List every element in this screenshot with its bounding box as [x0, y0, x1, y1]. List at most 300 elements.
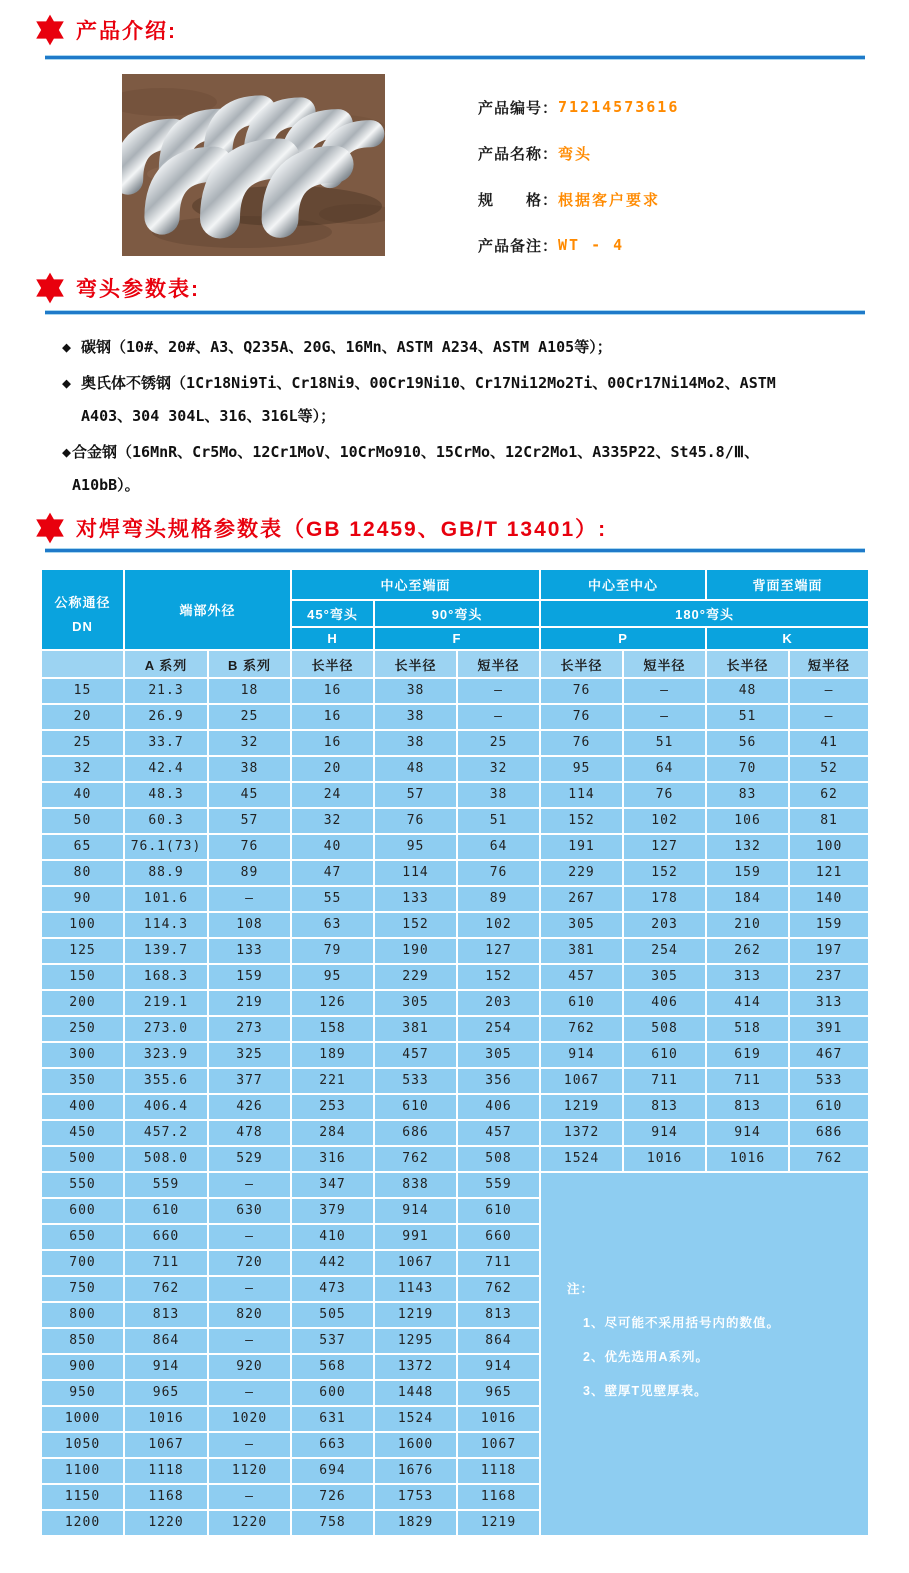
spec-cell: 529: [209, 1147, 292, 1173]
spec-cell: 838: [375, 1173, 458, 1199]
spec-cell: 1067: [458, 1433, 541, 1459]
spec-cell: 305: [375, 991, 458, 1017]
spec-cell: 70: [707, 757, 790, 783]
star-icon: [33, 272, 67, 304]
spec-cell: 406: [624, 991, 707, 1017]
spec-cell: 16: [292, 731, 375, 757]
spec-cell: 38: [375, 731, 458, 757]
spec-cell: 1067: [541, 1069, 624, 1095]
spec-cell: 473: [292, 1277, 375, 1303]
spec-cell-dn: 300: [42, 1043, 125, 1069]
spec-cell: 47: [292, 861, 375, 887]
col-header-back-to-face: 背面至端面: [707, 570, 870, 601]
material-item-alloy-steel: [62, 436, 862, 502]
spec-cell: 20: [292, 757, 375, 783]
spec-cell: 813: [458, 1303, 541, 1329]
spec-cell: 76: [209, 835, 292, 861]
spec-cell: 45: [209, 783, 292, 809]
product-photo: [122, 74, 385, 256]
spec-cell: 21.3: [125, 679, 209, 705]
spec-row: [42, 965, 870, 991]
spec-row: [42, 705, 870, 731]
spec-row: [42, 861, 870, 887]
spec-cell: 76: [624, 783, 707, 809]
spec-cell: 813: [707, 1095, 790, 1121]
spec-cell: 52: [790, 757, 870, 783]
spec-cell: 254: [624, 939, 707, 965]
subheader-series-b: B 系列: [209, 651, 292, 679]
spec-cell: 152: [375, 913, 458, 939]
spec-cell: 457: [458, 1121, 541, 1147]
spec-cell: 121: [790, 861, 870, 887]
spec-cell-dn: 20: [42, 705, 125, 731]
spec-cell: 663: [292, 1433, 375, 1459]
spec-cell-dn: 80: [42, 861, 125, 887]
spec-cell: 51: [458, 809, 541, 835]
spec-cell: 40: [292, 835, 375, 861]
spec-cell: 253: [292, 1095, 375, 1121]
spec-cell: —: [790, 705, 870, 731]
spec-row: [42, 809, 870, 835]
spec-row: [42, 913, 870, 939]
spec-cell: 813: [125, 1303, 209, 1329]
subheader-short-radius: 短半径: [790, 651, 870, 679]
page-title-intro: 产品介绍:: [76, 20, 177, 43]
spec-cell: 406.4: [125, 1095, 209, 1121]
spec-cell: 1600: [375, 1433, 458, 1459]
spec-cell: 914: [541, 1043, 624, 1069]
spec-cell: 711: [458, 1251, 541, 1277]
spec-cell: 610: [790, 1095, 870, 1121]
spec-cell: 127: [624, 835, 707, 861]
spec-cell: 267: [541, 887, 624, 913]
subheader-long-radius: 长半径: [707, 651, 790, 679]
spec-cell: 559: [125, 1173, 209, 1199]
field-label: 产品名称：: [478, 145, 559, 163]
spec-row: [42, 991, 870, 1017]
spec-row: [42, 679, 870, 705]
spec-cell: 313: [790, 991, 870, 1017]
spec-cell: 237: [790, 965, 870, 991]
spec-cell: 32: [458, 757, 541, 783]
spec-cell: —: [624, 705, 707, 731]
spec-cell: 25: [209, 705, 292, 731]
col-header-H: H: [292, 628, 375, 651]
spec-cell: 426: [209, 1095, 292, 1121]
col-header-center-to-face: 中心至端面: [292, 570, 541, 601]
spec-cell: 518: [707, 1017, 790, 1043]
spec-cell: 1118: [125, 1459, 209, 1485]
spec-cell: 660: [458, 1225, 541, 1251]
spec-cell: 991: [375, 1225, 458, 1251]
field-product-code: [478, 84, 679, 130]
material-list: [62, 331, 862, 505]
spec-cell: 63: [292, 913, 375, 939]
spec-cell: 864: [125, 1329, 209, 1355]
spec-cell: 1220: [209, 1511, 292, 1537]
spec-cell: 478: [209, 1121, 292, 1147]
spec-cell: 1372: [375, 1355, 458, 1381]
col-header-F: F: [375, 628, 541, 651]
spec-cell: 159: [790, 913, 870, 939]
spec-cell: —: [209, 1277, 292, 1303]
spec-cell: 189: [292, 1043, 375, 1069]
subheader-short-radius: 短半径: [458, 651, 541, 679]
col-header-K: K: [707, 628, 870, 651]
spec-cell-dn: 150: [42, 965, 125, 991]
spec-row: [42, 1069, 870, 1095]
spec-cell-dn: 450: [42, 1121, 125, 1147]
col-header-end-od: 端部外径: [125, 570, 292, 651]
spec-cell: 720: [209, 1251, 292, 1277]
page-title-params: 弯头参数表:: [76, 278, 200, 301]
spec-row: [42, 1043, 870, 1069]
spec-cell: 323.9: [125, 1043, 209, 1069]
spec-cell: 442: [292, 1251, 375, 1277]
section-divider: [45, 55, 865, 60]
spec-cell: 820: [209, 1303, 292, 1329]
spec-cell: 190: [375, 939, 458, 965]
spec-cell-dn: 1000: [42, 1407, 125, 1433]
spec-cell: 1016: [624, 1147, 707, 1173]
spec-cell: 457: [541, 965, 624, 991]
spec-cell-dn: 125: [42, 939, 125, 965]
spec-cell: 76: [541, 705, 624, 731]
spec-cell: 686: [790, 1121, 870, 1147]
spec-cell-dn: 25: [42, 731, 125, 757]
spec-cell: 51: [624, 731, 707, 757]
subheader-long-radius: 长半径: [292, 651, 375, 679]
field-value: 根据客户要求: [558, 190, 661, 209]
diamond-bullet-icon: ◆: [62, 338, 72, 356]
spec-cell: 62: [790, 783, 870, 809]
spec-cell: 26.9: [125, 705, 209, 731]
spec-cell: 610: [458, 1199, 541, 1225]
spec-cell: 965: [458, 1381, 541, 1407]
spec-cell: 1020: [209, 1407, 292, 1433]
spec-cell: 1016: [707, 1147, 790, 1173]
spec-cell: 38: [375, 705, 458, 731]
spec-cell: 51: [707, 705, 790, 731]
spec-table: [42, 570, 870, 1537]
spec-cell: 133: [375, 887, 458, 913]
spec-cell: 414: [707, 991, 790, 1017]
spec-cell: 457.2: [125, 1121, 209, 1147]
spec-cell: 178: [624, 887, 707, 913]
spec-cell: —: [624, 679, 707, 705]
spec-cell: —: [209, 1381, 292, 1407]
spec-cell: 965: [125, 1381, 209, 1407]
spec-cell: —: [790, 679, 870, 705]
spec-cell: 568: [292, 1355, 375, 1381]
page-title-spec-table: 对焊弯头规格参数表（GB 12459、GB/T 13401）:: [76, 518, 608, 541]
spec-cell-dn: 850: [42, 1329, 125, 1355]
spec-cell: 711: [125, 1251, 209, 1277]
spec-cell: 711: [624, 1069, 707, 1095]
star-icon: [33, 14, 67, 46]
spec-cell: 203: [624, 913, 707, 939]
notes-title: 注：: [567, 1282, 595, 1296]
spec-cell-dn: 32: [42, 757, 125, 783]
spec-cell: 610: [375, 1095, 458, 1121]
spec-cell: 32: [209, 731, 292, 757]
material-item-stainless-steel: [62, 367, 862, 433]
spec-cell: 813: [624, 1095, 707, 1121]
section-header-spec-table: [33, 512, 607, 544]
spec-cell: 381: [541, 939, 624, 965]
spec-cell-dn: 650: [42, 1225, 125, 1251]
subheader-short-radius: 短半径: [624, 651, 707, 679]
spec-cell-dn: 40: [42, 783, 125, 809]
spec-cell: 313: [707, 965, 790, 991]
spec-table-body: [42, 679, 870, 1537]
col-header-dn-line2: DN: [72, 618, 93, 634]
spec-cell-dn: 1100: [42, 1459, 125, 1485]
spec-cell: 32: [292, 809, 375, 835]
spec-cell: 686: [375, 1121, 458, 1147]
spec-cell: 1067: [125, 1433, 209, 1459]
spec-cell: 76: [458, 861, 541, 887]
spec-row: [42, 887, 870, 913]
spec-cell: 38: [375, 679, 458, 705]
spec-cell: —: [209, 1173, 292, 1199]
diamond-bullet-icon: ◆: [62, 443, 72, 461]
spec-cell: 1168: [125, 1485, 209, 1511]
spec-cell-dn: 65: [42, 835, 125, 861]
col-header-90: 90°弯头: [375, 601, 541, 628]
spec-cell-dn: 600: [42, 1199, 125, 1225]
spec-cell: 406: [458, 1095, 541, 1121]
spec-cell: 1168: [458, 1485, 541, 1511]
spec-cell: 914: [707, 1121, 790, 1147]
spec-cell: 76.1(73): [125, 835, 209, 861]
spec-cell: 48: [375, 757, 458, 783]
spec-cell: 1295: [375, 1329, 458, 1355]
spec-cell: 610: [125, 1199, 209, 1225]
spec-cell: 18: [209, 679, 292, 705]
spec-cell: 284: [292, 1121, 375, 1147]
spec-row: [42, 835, 870, 861]
spec-cell: 1829: [375, 1511, 458, 1537]
spec-cell-dn: 15: [42, 679, 125, 705]
spec-cell: 1118: [458, 1459, 541, 1485]
material-text: 合金钢（16MnR、Cr5Mo、12Cr1MoV、10CrMo910、15CrMo、12Cr2Mo1、A335P22、St45.8/Ⅲ、A10bB）。: [72, 443, 760, 494]
subheader-long-radius: 长半径: [541, 651, 624, 679]
spec-cell: 377: [209, 1069, 292, 1095]
spec-row: [42, 731, 870, 757]
spec-cell: 127: [458, 939, 541, 965]
spec-row: [42, 1173, 870, 1199]
spec-cell-dn: 90: [42, 887, 125, 913]
spec-cell: 114.3: [125, 913, 209, 939]
spec-cell-dn: 500: [42, 1147, 125, 1173]
field-label: 产品备注：: [478, 237, 559, 255]
spec-cell-dn: 250: [42, 1017, 125, 1043]
spec-cell: 600: [292, 1381, 375, 1407]
section-divider: [45, 548, 865, 553]
spec-cell: 132: [707, 835, 790, 861]
field-value: 71214573616: [558, 98, 680, 116]
spec-cell: 305: [458, 1043, 541, 1069]
spec-cell: 159: [209, 965, 292, 991]
spec-cell: 56: [707, 731, 790, 757]
spec-cell: 1448: [375, 1381, 458, 1407]
spec-cell-dn: 700: [42, 1251, 125, 1277]
spec-cell: 100: [790, 835, 870, 861]
spec-cell: 133: [209, 939, 292, 965]
spec-cell-dn: 1050: [42, 1433, 125, 1459]
field-value: WT - 4: [558, 236, 625, 254]
spec-cell: 48: [707, 679, 790, 705]
spec-cell: —: [458, 679, 541, 705]
star-icon: [33, 512, 67, 544]
note-item: 1、尽可能不采用括号内的数值。: [583, 1316, 780, 1330]
spec-cell: 140: [790, 887, 870, 913]
spec-cell-dn: 400: [42, 1095, 125, 1121]
field-remark: [478, 222, 679, 268]
spec-cell: 457: [375, 1043, 458, 1069]
spec-cell: 64: [624, 757, 707, 783]
spec-cell-dn: 900: [42, 1355, 125, 1381]
spec-cell: 316: [292, 1147, 375, 1173]
col-header-dn: [42, 570, 125, 651]
spec-cell: 102: [624, 809, 707, 835]
col-header-dn-line1: 公称通径: [54, 594, 111, 610]
spec-cell: —: [458, 705, 541, 731]
spec-cell: 1676: [375, 1459, 458, 1485]
spec-cell-dn: 50: [42, 809, 125, 835]
spec-cell-dn: 950: [42, 1381, 125, 1407]
spec-cell: 762: [375, 1147, 458, 1173]
col-header-180: 180°弯头: [541, 601, 870, 628]
spec-cell: 38: [209, 757, 292, 783]
spec-cell: —: [209, 1225, 292, 1251]
spec-cell: 95: [292, 965, 375, 991]
spec-cell: 210: [707, 913, 790, 939]
spec-cell: 76: [541, 731, 624, 757]
spec-cell: 219.1: [125, 991, 209, 1017]
spec-cell: 711: [707, 1069, 790, 1095]
spec-cell: 914: [458, 1355, 541, 1381]
material-item-carbon-steel: [62, 331, 862, 364]
spec-cell: 391: [790, 1017, 870, 1043]
spec-cell: 108: [209, 913, 292, 939]
spec-cell: 79: [292, 939, 375, 965]
material-text: 碳钢（10#、20#、A3、Q235A、20G、16Mn、ASTM A234、ASTM A105等）；: [81, 338, 612, 356]
spec-cell-dn: 750: [42, 1277, 125, 1303]
spec-cell: 1067: [375, 1251, 458, 1277]
spec-cell: 533: [790, 1069, 870, 1095]
spec-cell: 758: [292, 1511, 375, 1537]
spec-cell: 41: [790, 731, 870, 757]
spec-cell: 114: [541, 783, 624, 809]
section-divider: [45, 310, 865, 315]
table-notes: [541, 1173, 870, 1537]
spec-cell: 467: [790, 1043, 870, 1069]
product-fields: [478, 84, 679, 268]
spec-cell: 1372: [541, 1121, 624, 1147]
spec-cell: 505: [292, 1303, 375, 1329]
spec-cell: 537: [292, 1329, 375, 1355]
spec-cell: —: [209, 887, 292, 913]
spec-cell: 347: [292, 1173, 375, 1199]
col-header-center-to-center: 中心至中心: [541, 570, 707, 601]
spec-cell: 16: [292, 679, 375, 705]
subheader-blank: [42, 651, 125, 679]
spec-cell: 1220: [125, 1511, 209, 1537]
spec-cell: 619: [707, 1043, 790, 1069]
spec-cell: 914: [624, 1121, 707, 1147]
spec-row: [42, 1121, 870, 1147]
spec-cell: 219: [209, 991, 292, 1017]
spec-cell-dn: 550: [42, 1173, 125, 1199]
spec-cell: 95: [541, 757, 624, 783]
spec-cell: 38: [458, 783, 541, 809]
spec-cell: 559: [458, 1173, 541, 1199]
spec-cell: 95: [375, 835, 458, 861]
spec-cell: 508: [624, 1017, 707, 1043]
spec-cell: 25: [458, 731, 541, 757]
spec-cell: 273: [209, 1017, 292, 1043]
spec-row: [42, 939, 870, 965]
spec-cell: 379: [292, 1199, 375, 1225]
spec-cell: 1016: [458, 1407, 541, 1433]
spec-cell: 914: [375, 1199, 458, 1225]
field-value: 弯头: [558, 144, 593, 163]
subheader-series-a: A 系列: [125, 651, 209, 679]
spec-cell: 60.3: [125, 809, 209, 835]
note-item: 3、壁厚T见壁厚表。: [583, 1384, 708, 1398]
spec-cell: 64: [458, 835, 541, 861]
spec-cell: 305: [541, 913, 624, 939]
spec-cell: 24: [292, 783, 375, 809]
spec-cell: 631: [292, 1407, 375, 1433]
spec-cell: 106: [707, 809, 790, 835]
spec-cell: 630: [209, 1199, 292, 1225]
spec-cell-dn: 1150: [42, 1485, 125, 1511]
spec-cell: 508.0: [125, 1147, 209, 1173]
spec-cell: 533: [375, 1069, 458, 1095]
field-label: 规 格：: [478, 191, 559, 209]
spec-cell: 76: [541, 679, 624, 705]
field-label: 产品编号：: [478, 99, 559, 117]
spec-cell: 694: [292, 1459, 375, 1485]
spec-cell-dn: 350: [42, 1069, 125, 1095]
spec-cell: 864: [458, 1329, 541, 1355]
spec-cell: 102: [458, 913, 541, 939]
spec-cell: 410: [292, 1225, 375, 1251]
spec-cell: 191: [541, 835, 624, 861]
spec-cell: 355.6: [125, 1069, 209, 1095]
spec-cell: 114: [375, 861, 458, 887]
col-header-P: P: [541, 628, 707, 651]
spec-cell: 273.0: [125, 1017, 209, 1043]
spec-cell: 57: [375, 783, 458, 809]
subheader-long-radius: 长半径: [375, 651, 458, 679]
field-spec: [478, 176, 679, 222]
spec-cell: 159: [707, 861, 790, 887]
spec-cell: 126: [292, 991, 375, 1017]
spec-cell: 83: [707, 783, 790, 809]
spec-cell: 152: [458, 965, 541, 991]
spec-cell: 139.7: [125, 939, 209, 965]
spec-cell: 101.6: [125, 887, 209, 913]
spec-cell: 726: [292, 1485, 375, 1511]
spec-cell: 168.3: [125, 965, 209, 991]
spec-row: [42, 783, 870, 809]
spec-cell: 16: [292, 705, 375, 731]
spec-cell: 1219: [375, 1303, 458, 1329]
